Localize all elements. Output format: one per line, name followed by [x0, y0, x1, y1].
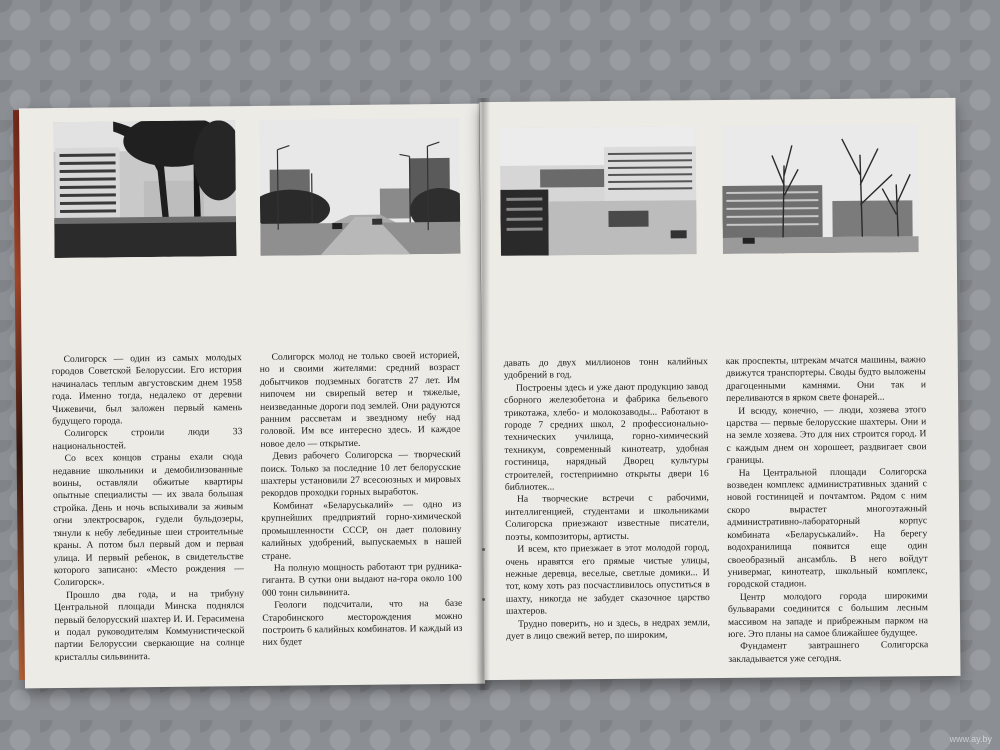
paragraph: Построены здесь и уже дают продукцию завод сборного железобетона и фабрика бельевого трикотажа, хлебо- и молокозаводы... Работают в городе 7 средних школ, 2 профессионально-технических училища, горно-химический техникум, современный кинотеатр, удобная гостиница, нарядный Дворец культуры строителей, гостеприимно открыты двери 16 библиотек... — [504, 380, 709, 493]
paragraph: И всем, кто приезжает в этот молодой город, очень нравятся его прямые чистые улицы, нежные деревца, веселые, светлые домики... И тот, кому хоть раз посчастливилось опуститься в шахту, никогда не забудет сказочное царство шахтеров. — [505, 542, 710, 618]
paragraph: Геологи подсчитали, что на базе Старобинского месторождения можно построить 6 калийных комбинатов. И каждый из них будет — [262, 597, 463, 649]
text-column-1 — [52, 352, 245, 664]
paragraph: Комбинат «Беларуськалий» — одно из крупнейших предприятий горно-химической промышленности СССР, он дает половину калийных удобрений, выпускаемых в нашей стране. — [261, 498, 462, 562]
paragraph: На творческие встречи с рабочими, интеллигенцией, студентами и школьниками Солигорска приезжают известные писатели, поэты, композиторы, артисты. — [505, 492, 710, 543]
paragraph: И всюду, конечно, — люди, хозяева этого царства — первые белорусские шахтеры. Они и на земле хозяева. Это для них строится город. И с каждым днем он хорошеет, раздвигает свои границы. — [726, 403, 927, 467]
photo-apartment-block-trees — [53, 120, 236, 258]
photo-bare-trees-buildings — [722, 124, 919, 254]
right-page — [479, 98, 960, 680]
left-page — [19, 104, 485, 689]
paragraph: давать до двух миллионов тонн калийных удобрений в год. — [503, 356, 708, 382]
paragraph: Солигорск — один из самых молодых городов Советской Белоруссии. Его история начиналась теплым августовским днем 1958 года. Именно тогда, недалеко от деревни Чижевичи, был заложен первый камень будущего города. — [51, 352, 243, 428]
book-spine-shadow — [476, 98, 490, 690]
paragraph: Фундамент завтрашнего Солигорска закладывается уже сегодня. — [728, 639, 929, 665]
paragraph: На Центральной площади Солигорска возведен комплекс административных зданий с новой гостиницей и почтамтом. Рядом с ним скоро вырастет многоэтажный административно-лабораторный корпус комбината «Беларуськалий». На берегу водохранилища появится еще один своеобразный ансамбль. В него войдут универмаг, кинотеатр, школьный комплекс, городской стадион. — [726, 465, 928, 591]
text-column-3 — [504, 356, 710, 643]
paragraph: На полную мощность работают три рудника-гиганта. В сутки они выдают на-гора около 100 000 тонн сильвинита. — [261, 560, 462, 599]
photo-city-square-buildings — [500, 126, 697, 256]
staple-hole — [482, 598, 485, 601]
paragraph: Центр молодого города широкими бульварами соединится с большим лесным массивом на западе и прибрежным парком на юге. Это планы на самое ближайшее будущее. — [727, 589, 929, 640]
paragraph: Солигорск строили люди 33 национальностей. — [52, 426, 243, 452]
text-column-4 — [726, 354, 929, 666]
paragraph: Девиз рабочего Солигорска — творческий поиск. Только за последние 10 лет белорусские шахтеры установили 27 всесоюзных и мировых рекордов проходки горных выработок. — [260, 449, 461, 500]
staple-hole — [482, 548, 485, 551]
text-column-2 — [260, 350, 463, 650]
photo-avenue-street-lamps — [259, 118, 460, 256]
paragraph: Прошло два года, и на трибуну Центральной площади Минска поднялся первый белорусский шахтер И. И. Герасимена и подал руководителям Коммунистической партии Белоруссии сверкающие на солнце кристаллы сильвинита. — [54, 587, 245, 663]
paragraph: Со всех концов страны ехали сюда недавние школьники и демобилизованные воины, оставляли обжитые квартиры опытные специалисты — их звала большая стройка. День и ночь вспыхивали за живым огни электросварок, гудели бульдозеры, тянули к небу лебединые шеи строительные краны. А потом был первый дом и первая улица. И первый ребенок, в свидетельстве которого записано: «Место рождения — Солигорск». — [52, 451, 244, 589]
paragraph: Солигорск молод не только своей историей, но и своими жителями: средний возраст добытчиков подземных богатств 27 лет. Им нипочем ни свирепый ветер и тяжелые, неизведанные дороги под землей. Они радуются ранним рассветам и звездному небу над головой. Им все интересно здесь. И каждое новое дело — открытие. — [259, 349, 461, 450]
watermark: www.ay.by — [949, 734, 992, 744]
paragraph: Трудно поверить, но и здесь, в недрах земли, дует в лицо свежий ветер, по широким, — [506, 616, 711, 642]
paragraph: как проспекты, штрекам мчатся машины, важно движутся транспортеры. Своды будто выложены драгоценными камнями. Они так и переливаются в ярком свете фонарей... — [725, 354, 927, 405]
